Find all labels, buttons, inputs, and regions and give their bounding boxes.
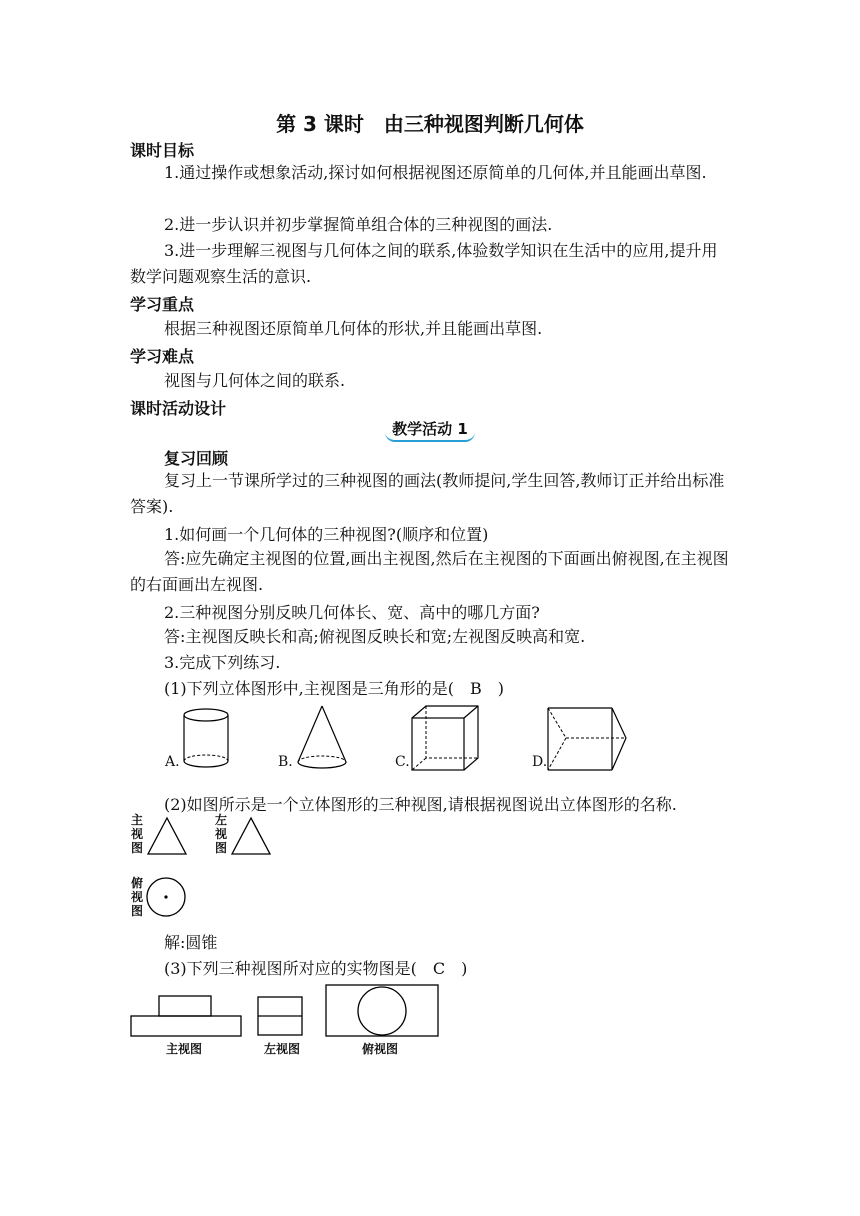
page-title: 第 3 课时 由三种视图判断几何体: [276, 112, 584, 136]
review-intro: 复习上一节课所学过的三种视图的画法(教师提问,学生回答,教师订正并给出标准答案).: [130, 471, 725, 516]
top-view-label: 俯视图: [131, 876, 144, 918]
exercise-1: (1)下列立体图形中,主视图是三角形的是( B ): [164, 679, 504, 698]
ex3-top-caption: 俯视图: [362, 1042, 399, 1056]
question-1: 1.如何画一个几何体的三种视图?(顺序和位置): [164, 525, 489, 544]
ex3-left-view: [257, 996, 307, 1038]
cube-figure: [410, 704, 490, 774]
front-view-triangle: [146, 816, 196, 858]
answer-1: 答:应先确定主视图的位置,画出主视图,然后在主视图的下面画出俯视图,在主视图的右面画出左视图.: [130, 549, 729, 594]
activity-design-heading: 课时活动设计: [130, 399, 227, 418]
ex3-top-view: [325, 984, 441, 1038]
difficulty-text: 视图与几何体之间的联系.: [164, 371, 346, 390]
exercise-3: (3)下列三种视图所对应的实物图是( C ): [164, 959, 468, 978]
prism-figure: [546, 704, 636, 774]
answer-2: 答:主视图反映长和高;俯视图反映长和宽;左视图反映高和宽.: [164, 627, 586, 646]
question-2: 2.三种视图分别反映几何体长、宽、高中的哪几方面?: [164, 603, 540, 622]
exercise-2-answer: 解:圆锥: [164, 933, 218, 952]
option-b-label: B.: [278, 754, 293, 770]
cone-figure: [294, 704, 354, 774]
top-view-circle: [146, 876, 190, 920]
goal-item-3: 3.进一步理解三视图与几何体之间的联系,体验数学知识在生活中的应用,提升用数学问题观察生活的意识.: [130, 241, 718, 286]
ex3-front-caption: 主视图: [166, 1042, 203, 1056]
ex3-left-caption: 左视图: [264, 1042, 301, 1056]
front-view-label: 主视图: [131, 813, 144, 855]
left-view-triangle: [230, 816, 280, 858]
option-d-label: D.: [532, 754, 548, 770]
activity-banner: 教学活动 1: [385, 418, 475, 442]
exercise-2: (2)如图所示是一个立体图形的三种视图,请根据视图说出立体图形的名称.: [164, 795, 677, 814]
option-c-label: C.: [395, 754, 410, 770]
goal-item-1: 1.通过操作或想象活动,探讨如何根据视图还原简单的几何体,并且能画出草图.: [164, 163, 707, 182]
option-a-label: A.: [165, 754, 180, 770]
key-point-text: 根据三种视图还原简单几何体的形状,并且能画出草图.: [164, 319, 543, 338]
question-3: 3.完成下列练习.: [164, 653, 281, 672]
cylinder-figure: [178, 705, 238, 775]
review-heading: 复习回顾: [164, 449, 229, 468]
left-view-label: 左视图: [215, 813, 228, 855]
ex3-front-view: [130, 994, 244, 1038]
key-point-heading: 学习重点: [130, 295, 195, 314]
goal-item-2: 2.进一步认识并初步掌握简单组合体的三种视图的画法.: [164, 215, 553, 234]
difficulty-heading: 学习难点: [130, 347, 195, 366]
goals-heading: 课时目标: [130, 141, 195, 160]
